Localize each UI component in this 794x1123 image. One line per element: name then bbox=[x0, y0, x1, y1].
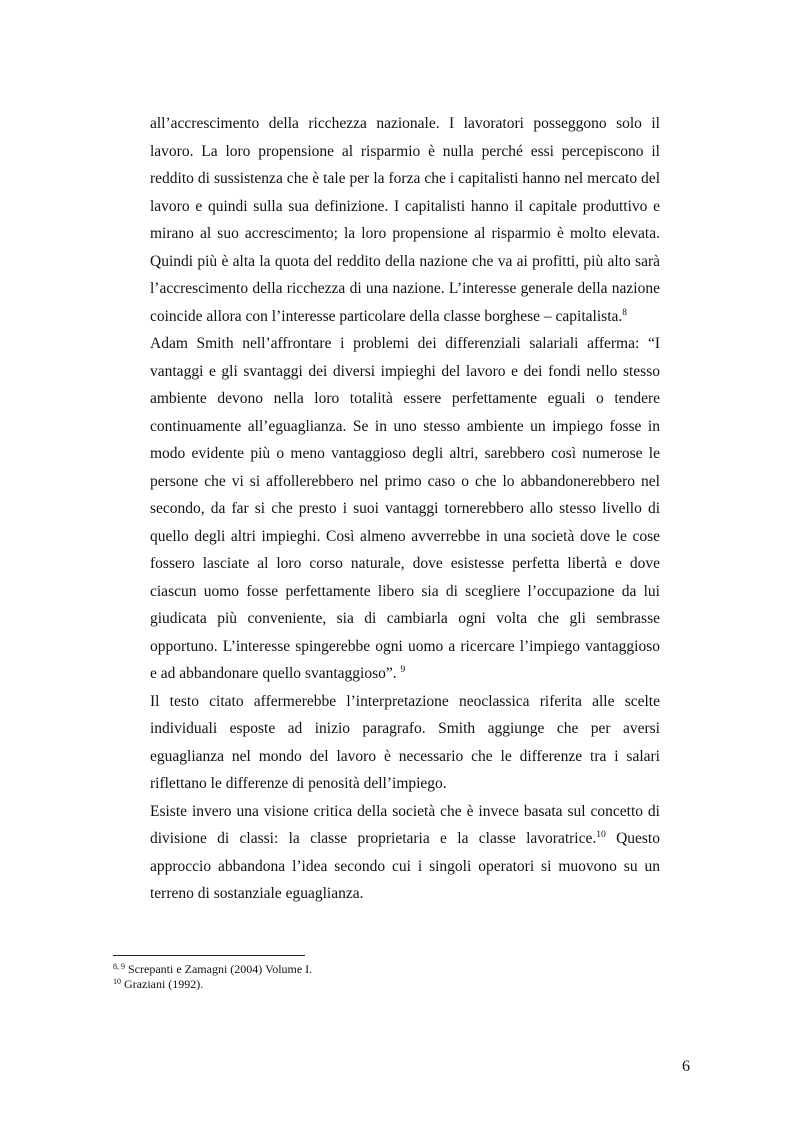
paragraph bbox=[150, 110, 660, 330]
paragraph-text-continued: Questo approccio abbandona l’idea secondo cui i singoli operatori si muovono su un terreno di sostanziale eguaglianza. bbox=[150, 830, 660, 902]
paragraph-text: all’accrescimento della ricchezza nazionale. I lavoratori posseggono solo il lavoro. La loro propensione al risparmio è nulla perché essi percepiscono il reddito di sussistenza che è tale per la forza che i capitalisti hanno nel mercato del lavoro e quindi sulla sua definizione. I capitalisti hanno il capitale produttivo e mirano al suo accrescimento; la loro propensione al risparmio è molto elevata. Quindi più è alta la quota del reddito della nazione che va ai profitti, più alto sarà l’accrescimento della ricchezza di una nazione. L’interesse generale della nazione coincide allora con l’interesse particolare della classe borghese – capitalista. bbox=[150, 115, 660, 325]
footnote-separator bbox=[113, 955, 305, 956]
paragraph-text: Esiste invero una visione critica della società che è invece basata sul concetto di divisione di classi: la classe proprietaria e la classe lavoratrice. bbox=[150, 802, 660, 847]
page-number: 6 bbox=[682, 1058, 690, 1075]
paragraph-text: Il testo citato affermerebbe l’interpretazione neoclassica riferita alle scelte individuali esposte ad inizio paragrafo. Smith aggiunge che per aversi eguaglianza nel mondo del lavoro è necessario che le differenze tra i salari riflettano le differenze di penosità dell’impiego. bbox=[150, 692, 660, 792]
footnote-text: Graziani (1992). bbox=[121, 976, 204, 991]
body-text bbox=[150, 110, 660, 908]
footnote-marker: 8, 9 bbox=[113, 962, 125, 971]
footnote bbox=[113, 977, 673, 992]
paragraph bbox=[150, 688, 660, 798]
footnotes bbox=[113, 962, 673, 991]
footnote-reference: 10 bbox=[596, 830, 606, 840]
footnote-marker: 10 bbox=[113, 976, 121, 986]
footnote-reference: 8 bbox=[622, 307, 628, 318]
paragraph bbox=[150, 798, 660, 908]
footnote bbox=[113, 962, 673, 977]
paragraph bbox=[150, 330, 660, 688]
paragraph-text: Adam Smith nell’affrontare i problemi dei differenziali salariali afferma: “I vantaggi e gli svantaggi dei diversi impieghi del lavoro e dei fondi nello stesso ambiente devono nella loro totalità essere perfettamente eguali o tendere continuamente all’eguaglianza. Se in uno stesso ambiente un impiego fosse in modo evidente più o meno vantaggioso degli altri, sarebbero così numerose le persone che vi si affollerebbero nel primo caso o che lo abbandonerebbero nel secondo, da far si che presto i suoi vantaggi tornerebbero allo stesso livello di quello degli altri impieghi. Così almeno avverrebbe in una società dove le cose fossero lasciate al loro corso naturale, dove esistesse perfetta libertà e dove ciascun uomo fosse perfettamente libero sia di scegliere l’occupazione da lui giudicata più conveniente, sia di cambiarla ogni volta che gli sembrasse opportuno. L’interesse spingerebbe ogni uomo a ricercare l’impiego vantaggioso e ad abbandonare quello svantaggioso”. bbox=[150, 335, 660, 682]
footnote-reference: 9 bbox=[400, 665, 406, 675]
footnote-text: Screpanti e Zamagni (2004) Volume I. bbox=[125, 962, 313, 976]
